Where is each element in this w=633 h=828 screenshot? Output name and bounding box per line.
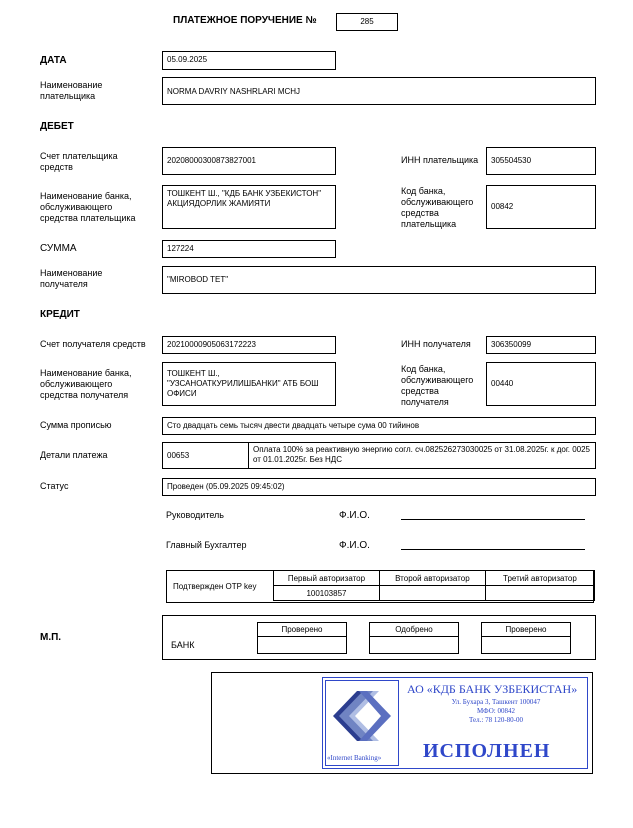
bank-check-2-label: Одобрено — [370, 623, 458, 637]
otp-value-second — [379, 586, 485, 601]
stamp-logo-caption: «Internet Banking» — [327, 754, 382, 762]
bank-block-label: БАНК — [171, 640, 195, 650]
otp-authorizers-table — [273, 570, 595, 601]
recipient-bank-code-label: Код банка, обслуживающего средства получателя — [401, 364, 474, 407]
director-signature-line — [401, 519, 585, 520]
sum-value: 127224 — [162, 240, 336, 258]
recipient-inn-label: ИНН получателя — [401, 339, 471, 349]
status-value: Проведен (05.09.2025 09:45:02) — [162, 478, 596, 496]
recipient-name-value: "MIROBOD TET" — [162, 266, 596, 294]
payer-bank-label: Наименование банка, обслуживающего средства плательщика — [40, 191, 136, 223]
kdb-logo-icon — [329, 687, 395, 745]
stamp-mfo: МФО: 00842 — [477, 707, 515, 715]
payer-name-value: NORMA DAVRIY NASHRLARI MCHJ — [162, 77, 596, 105]
document-number: 285 — [336, 13, 398, 31]
bank-block — [162, 615, 596, 660]
date-label: ДАТА — [40, 55, 67, 66]
sum-label: СУММА — [40, 243, 77, 254]
payer-bank-value: ТОШКЕНТ Ш., "КДБ БАНК УЗБЕКИСТОН" АКЦИЯДОРЛИК ЖАМИЯТИ — [162, 185, 336, 229]
director-label: Руководитель — [166, 510, 224, 520]
stamp-phone: Тел.: 78 120-80-00 — [469, 716, 523, 724]
details-code: 00653 — [162, 442, 249, 469]
debit-section: ДЕБЕТ — [40, 121, 74, 132]
bank-check-1 — [257, 622, 347, 654]
credit-section: КРЕДИТ — [40, 309, 80, 320]
document-title: ПЛАТЕЖНОЕ ПОРУЧЕНИЕ № — [173, 15, 317, 26]
payer-bank-code-value: 00842 — [486, 185, 596, 229]
payer-inn-label: ИНН плательщика — [401, 155, 479, 165]
otp-label: Подтвержден OTP key — [173, 582, 257, 591]
payer-account-label: Счет плательщика средств — [40, 151, 118, 172]
director-fio-label: Ф.И.О. — [339, 510, 370, 521]
bank-check-2 — [369, 622, 459, 654]
accountant-signature-line — [401, 549, 585, 550]
stamp-bank-name: АО «КДБ БАНК УЗБЕКИСТАН» — [407, 682, 578, 696]
recipient-bank-label: Наименование банка, обслуживающего средства получателя — [40, 368, 132, 400]
recipient-name-label: Наименование получателя — [40, 268, 103, 289]
stamp-frame — [211, 672, 593, 774]
details-label: Детали платежа — [40, 450, 108, 460]
stamp-logo-box — [325, 680, 399, 766]
otp-header-first: Первый авторизатор — [274, 571, 380, 586]
accountant-label: Главный Бухгалтер — [166, 540, 247, 550]
recipient-account-value: 20210000905063172223 — [162, 336, 336, 354]
bank-check-3-label: Проверено — [482, 623, 570, 637]
payer-name-label: Наименование плательщика — [40, 80, 103, 101]
bank-check-1-label: Проверено — [258, 623, 346, 637]
date-value: 05.09.2025 — [162, 51, 336, 70]
recipient-bank-value: ТОШКЕНТ Ш., "УЗСАНОАТКУРИЛИШБАНКИ" АТБ БОШ ОФИСИ — [162, 362, 336, 406]
sum-words-value: Сто двадцать семь тысяч двести двадцать четыре сума 00 тийинов — [162, 417, 596, 435]
recipient-inn-value: 306350099 — [486, 336, 596, 354]
sum-words-label: Сумма прописью — [40, 420, 112, 430]
stamp-status: ИСПОЛНЕН — [423, 740, 551, 762]
details-text: Оплата 100% за реактивную энергию согл. сч.082526273030025 от 31.08.2025г. к дог. 0025 от 01.01.2025г. Без НДС — [248, 442, 596, 469]
otp-header-second: Второй авторизатор — [379, 571, 485, 586]
bank-check-3 — [481, 622, 571, 654]
stamp — [322, 677, 588, 769]
payer-inn-value: 305504530 — [486, 147, 596, 175]
mp-label: М.П. — [40, 632, 62, 643]
stamp-address: Ул. Бухара 3, Ташкент 100047 — [451, 698, 541, 706]
accountant-fio-label: Ф.И.О. — [339, 540, 370, 551]
payer-bank-code-label: Код банка, обслуживающего средства плательщика — [401, 186, 474, 229]
recipient-bank-code-value: 00440 — [486, 362, 596, 406]
status-label: Статус — [40, 481, 69, 491]
otp-block — [166, 570, 594, 603]
otp-value-first: 100103857 — [274, 586, 380, 601]
recipient-account-label: Счет получателя средств — [40, 339, 146, 349]
otp-value-third — [485, 586, 594, 601]
otp-header-third: Третий авторизатор — [485, 571, 594, 586]
payer-account-value: 20208000300873827001 — [162, 147, 336, 175]
